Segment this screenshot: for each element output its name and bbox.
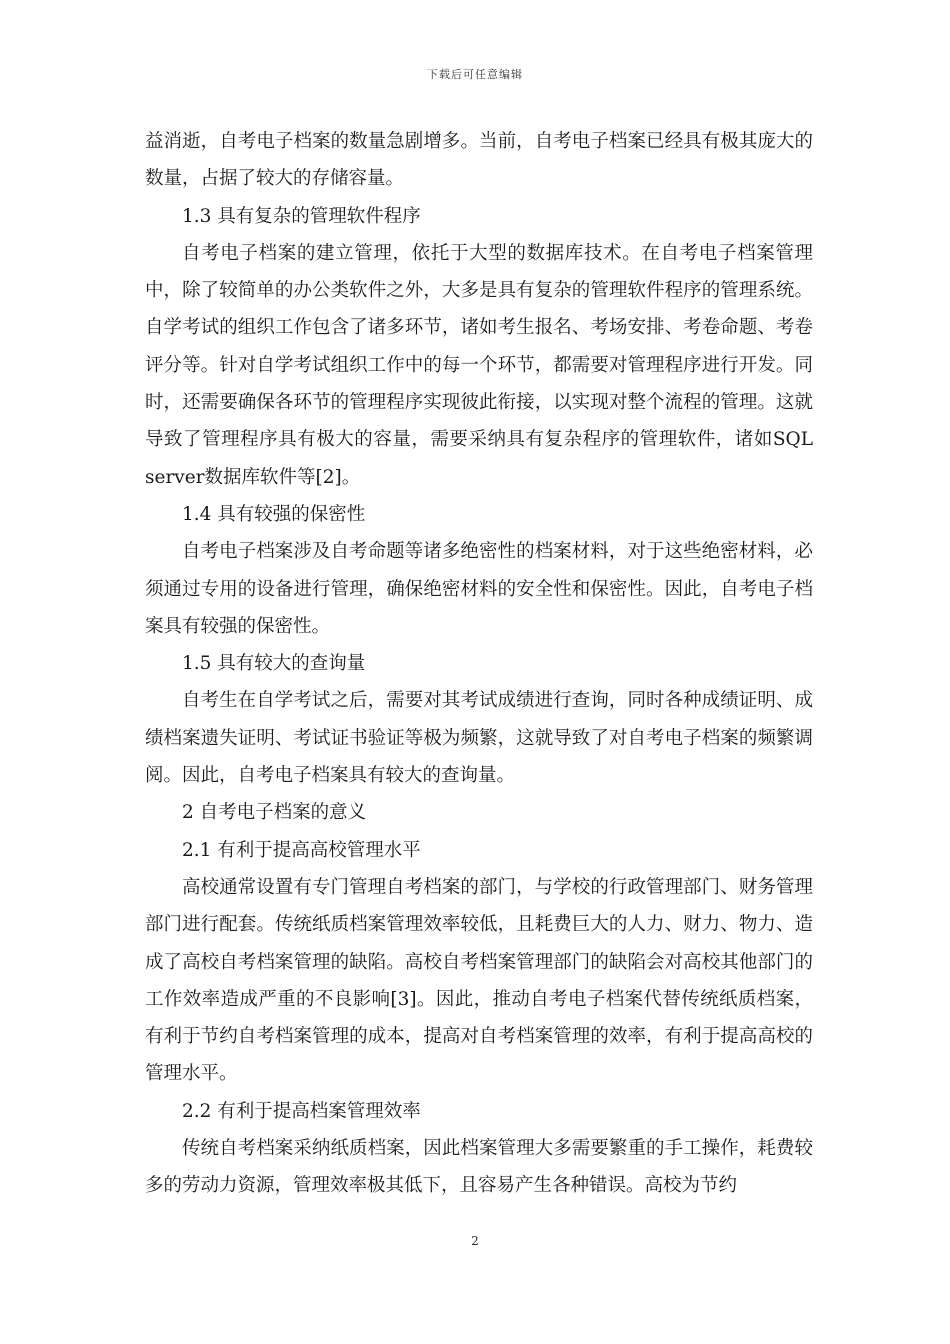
page-header-note: 下载后可任意编辑 <box>427 68 523 81</box>
page-number: 2 <box>471 1234 479 1248</box>
heading-1-4: 1.4 具有较强的保密性 <box>182 503 366 525</box>
paragraph-2-1: 高校通常设置有专门管理自考档案的部门，与学校的行政管理部门、财务管理部门进行配套。传统纸质档案管理效率较低，且耗费巨大的人力、财力、物力、造成了高校自考档案管理的缺陷。高校自考档案管理部门的缺陷会对高校其他部门的工作效率造成严重的不良影响[3]。因此，推动自考电子档案代替传统纸质档案，有利于节约自考档案管理的成本，提高对自考档案管理的效率，有利于提高高校的管理水平。 <box>145 876 813 1085</box>
paragraph-2-2: 传统自考档案采纳纸质档案，因此档案管理大多需要繁重的手工操作，耗费较多的劳动力资源，管理效率极其低下，且容易产生各种错误。高校为节约 <box>145 1138 813 1197</box>
document-body <box>145 123 813 1205</box>
heading-2-2: 2.2 有利于提高档案管理效率 <box>182 1100 421 1122</box>
heading-2: 2 自考电子档案的意义 <box>182 802 367 824</box>
paragraph-1-3: 自考电子档案的建立管理，依托于大型的数据库技术。在自考电子档案管理中，除了较简单的办公类软件之外，大多是具有复杂的管理软件程序的管理系统。自学考试的组织工作包含了诸多环节，诸如考生报名、考场安排、考卷命题、考卷评分等。针对自学考试组织工作中的每一个环节，都需要对管理程序进行开发。同时，还需要确保各环节的管理程序实现彼此衔接，以实现对整个流程的管理。这就导致了管理程序具有极大的容量，需要采纳具有复杂程序的管理软件，诸如SQL server数据库软件等[2]。 <box>145 242 813 488</box>
paragraph-intro: 益消逝，自考电子档案的数量急剧增多。当前，自考电子档案已经具有极其庞大的数量，占据了较大的存储容量。 <box>145 131 813 190</box>
paragraph-1-4: 自考电子档案涉及自考命题等诸多绝密性的档案材料，对于这些绝密材料，必须通过专用的设备进行管理，确保绝密材料的安全性和保密性。因此，自考电子档案具有较强的保密性。 <box>145 541 813 637</box>
paragraph-1-5: 自考生在自学考试之后，需要对其考试成绩进行查询，同时各种成绩证明、成绩档案遗失证明、考试证书验证等极为频繁，这就导致了对自考电子档案的频繁调阅。因此，自考电子档案具有较大的查询量。 <box>145 690 813 787</box>
heading-2-1: 2.1 有利于提高高校管理水平 <box>182 839 421 861</box>
heading-1-3: 1.3 具有复杂的管理软件程序 <box>182 205 421 227</box>
heading-1-5: 1.5 具有较大的查询量 <box>182 653 366 675</box>
